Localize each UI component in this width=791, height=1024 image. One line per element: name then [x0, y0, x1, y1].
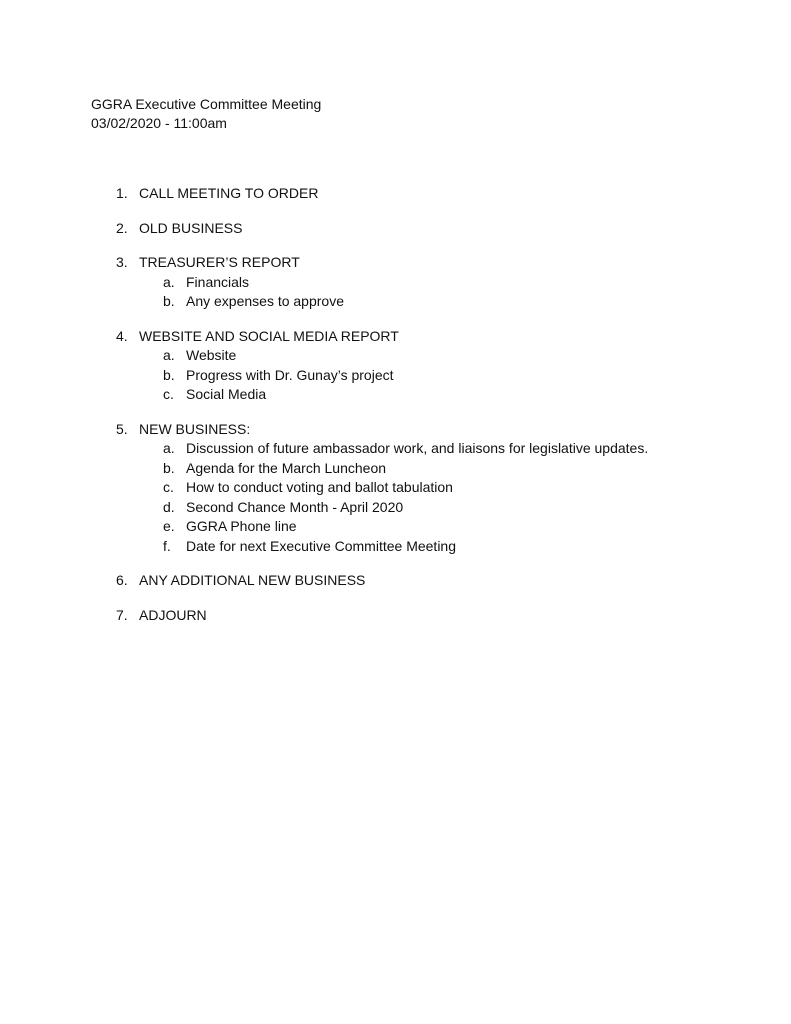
agenda-subitem-letter: d. — [163, 498, 175, 515]
agenda-item-row — [0, 253, 791, 273]
meeting-datetime: 03/02/2020 - 11:00am — [91, 115, 227, 131]
agenda-item-number: 1. — [116, 185, 128, 201]
agenda-subitem-letter: b. — [163, 366, 175, 383]
agenda-subitem-letter: f. — [163, 537, 171, 554]
agenda-item — [0, 253, 791, 312]
agenda-subitem-label: GGRA Phone line — [186, 518, 297, 534]
agenda-subitem-label: Website — [186, 347, 237, 363]
agenda-item-number: 3. — [116, 254, 128, 270]
agenda-subitem-letter: c. — [163, 386, 174, 402]
agenda-subitem — [0, 346, 791, 366]
agenda-subitem-label: How to conduct voting and ballot tabulation — [186, 479, 453, 495]
agenda-subitem-letter: b. — [163, 293, 175, 309]
agenda-item-label: WEBSITE AND SOCIAL MEDIA REPORT — [139, 327, 399, 344]
agenda-item-row — [0, 184, 791, 204]
agenda-item-number: 2. — [116, 219, 128, 236]
agenda-item-number: 6. — [116, 572, 128, 588]
agenda-subitem-label: Second Chance Month - April 2020 — [186, 498, 404, 515]
agenda-subitem-label: Social Media — [186, 386, 267, 402]
agenda-item-label: ADJOURN — [139, 606, 207, 623]
agenda-item-row — [0, 606, 791, 626]
agenda-subitem-label: Discussion of future ambassador work, and liaisons for legislative updates. — [186, 440, 649, 456]
agenda-item — [0, 420, 791, 557]
agenda-item-label: ANY ADDITIONAL NEW BUSINESS — [139, 572, 366, 588]
agenda-subitem — [0, 517, 791, 537]
agenda-subitem-letter: a. — [163, 347, 175, 363]
agenda-item — [0, 606, 791, 626]
agenda-subitem — [0, 385, 791, 405]
agenda-subitem-letter: c. — [163, 479, 174, 495]
agenda-item-number: 5. — [116, 420, 128, 437]
agenda-subitem-letter: a. — [163, 273, 175, 290]
agenda-item-label: TREASURER’S REPORT — [139, 254, 300, 270]
agenda-subitem — [0, 478, 791, 498]
agenda-item — [0, 571, 791, 591]
agenda-item-label: CALL MEETING TO ORDER — [139, 185, 319, 201]
agenda-item — [0, 327, 791, 405]
agenda-subitem-label: Date for next Executive Committee Meeting — [186, 537, 457, 554]
agenda-subitem-letter: e. — [163, 518, 175, 534]
agenda-item-number: 7. — [116, 606, 128, 623]
agenda-subitem — [0, 439, 791, 459]
agenda-item-row — [0, 327, 791, 347]
agenda-item-label: NEW BUSINESS: — [139, 420, 251, 437]
agenda-list — [0, 184, 791, 640]
agenda-subitem — [0, 459, 791, 479]
meeting-title: GGRA Executive Committee Meeting — [91, 96, 322, 112]
agenda-subitem-label: Agenda for the March Luncheon — [186, 459, 387, 476]
agenda-subitem — [0, 537, 791, 557]
agenda-subitem-label: Any expenses to approve — [186, 293, 344, 309]
agenda-subitem — [0, 292, 791, 312]
agenda-item-row — [0, 420, 791, 440]
agenda-subitem — [0, 366, 791, 386]
agenda-subitem-letter: b. — [163, 459, 175, 476]
agenda-item-label: OLD BUSINESS — [139, 219, 243, 236]
agenda-item-row — [0, 219, 791, 239]
agenda-item-row — [0, 571, 791, 591]
agenda-subitem-letter: a. — [163, 440, 175, 456]
agenda-subitem-label: Progress with Dr. Gunay’s project — [186, 366, 394, 383]
agenda-subitem-label: Financials — [186, 273, 250, 290]
agenda-item — [0, 219, 791, 239]
document-header — [91, 95, 321, 133]
agenda-subitem — [0, 273, 791, 293]
agenda-subitem — [0, 498, 791, 518]
agenda-item-number: 4. — [116, 327, 128, 344]
agenda-item — [0, 184, 791, 204]
